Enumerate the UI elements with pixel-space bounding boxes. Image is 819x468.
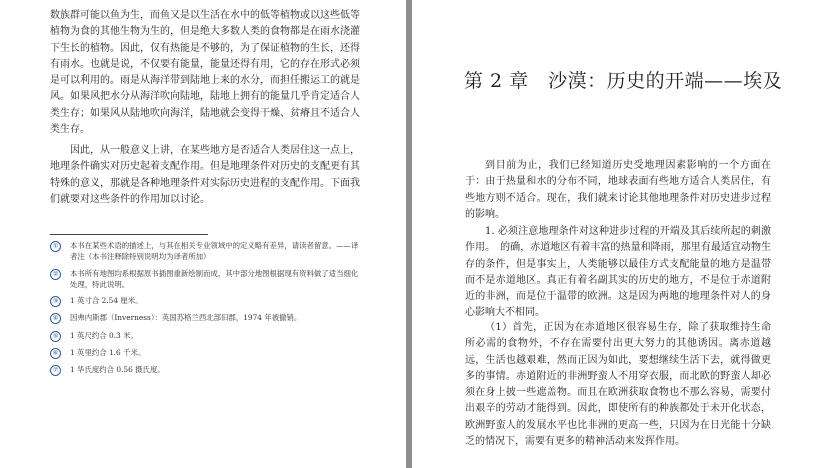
- footnote-number[interactable]: ⑥: [50, 348, 61, 359]
- footnote: [50, 347, 362, 359]
- footnote-text: 本书在某些术语的描述上，与其在相关专业领域中的定义略有差异，请读者留意。——译者注（本书注释除特别说明均为译者所加）: [70, 241, 359, 262]
- footnote-number[interactable]: ③: [50, 296, 61, 307]
- footnote-list: [50, 240, 362, 381]
- footnote-text: 1 英寸合 2.54 厘米。: [70, 296, 143, 306]
- body-paragraph: 因此，从一般意义上讲，在某些地方是否适合人类居住这一点上，地理条件确实对历史起着支配作用。但是地理条件对历史的支配更有其特殊的意义，那就是各种地理条件对实际历史进程的支配作用。下面我们就要对这些条件的作用加以讨论。: [50, 145, 360, 205]
- footnote-number[interactable]: ⑦: [50, 365, 61, 376]
- body-paragraph: 1. 必须注意地理条件对这种进步过程的开端及其后续所起的刺激作用。 的确，赤道地区有着丰富的热量和降雨，那里有最适宜动物生存的条件，但是事实上，人类能够以最佳方式支配能量的地方是温带而不是赤道地区。真正有着名副其实的历史的地方，不是位于赤道附近的非洲，而是位于温带的欧洲。这是因为两地的地理条件对人的身心影响大不相同。: [465, 226, 771, 319]
- footnote: [50, 330, 362, 342]
- left-page: [0, 0, 406, 468]
- footnote-text: 1 华氏度约合 0.56 摄氏度。: [70, 364, 165, 374]
- footnote: [50, 364, 362, 376]
- body-paragraph: （1）首先，正因为在赤道地区很容易生存，除了获取维持生命所必需的食物外，不存在需要付出更大努力的其他诱因。离赤道越远，生活也越艰难，然而正因为如此，要想继续生活下去，就得做更多的事情。赤道附近的非洲野蛮人不用穿衣服，而北欧的野蛮人却必须在身上披一些遮盖物。而且在欧洲获取食物也不那么容易，需要付出艰辛的劳动才能得到。因此，即使所有的种族都处于未开化状态，欧洲野蛮人的发展水平也比非洲的更高一些，只因为在日光能十分缺乏的情况下，需要有更多的精神活动来发挥作用。: [465, 322, 771, 448]
- footnote-text: 本书所有地图均系根据原书插图重新绘制而成，其中部分地图根据现有资料做了适当细化处理，特此说明。: [70, 268, 359, 289]
- chapter-title: 第 2 章 沙漠：历史的开端——埃及: [464, 70, 783, 92]
- footnote-separator: [50, 234, 208, 235]
- footnote: [50, 268, 362, 291]
- footnote-number[interactable]: ②: [50, 269, 61, 280]
- footnote-number[interactable]: ①: [50, 241, 61, 252]
- footnote: [50, 312, 362, 324]
- footnote-text: 1 英尺约合 0.3 米。: [70, 330, 138, 340]
- body-paragraph: 数族群可能以鱼为生，而鱼又是以生活在水中的低等植物或以这些低等植物为食的其他生物为生的，但是绝大多数人类的食物都是在雨水浇灌下生长的植物。因此，仅有热能是不够的，为了保证植物的生长，还得有雨水。也就是说，不仅要有能量，能量还得有用，它的存在形式必须是可以利用的。雨是从海洋带到陆地上来的水分，而担任搬运工的就是风。如果风把水分从海洋吹向陆地，陆地上拥有的能量几乎肯定适合人类生存；如果风从陆地吹向海洋，陆地就会变得干燥、贫瘠且不适合人类生存。: [50, 10, 360, 136]
- footnote-text: 1 英里约合 1.6 千米。: [70, 347, 146, 357]
- footnote-number[interactable]: ⑤: [50, 331, 61, 342]
- footnote: [50, 240, 362, 263]
- footnote-text: 因弗内斯郡（Inverness）：英国苏格兰西北部旧郡，1974 年被撤销。: [70, 313, 302, 323]
- footnote: [50, 295, 362, 307]
- body-paragraph: 到目前为止，我们已经知道历史受地理因素影响的一个方面在于：由于热量和水的分布不同，地球表面有些地方适合人类居住，有些地方则不适合。现在，我们就来讨论其他地理条件对历史进步过程的影响。: [465, 160, 771, 220]
- footnote-number[interactable]: ④: [50, 313, 61, 324]
